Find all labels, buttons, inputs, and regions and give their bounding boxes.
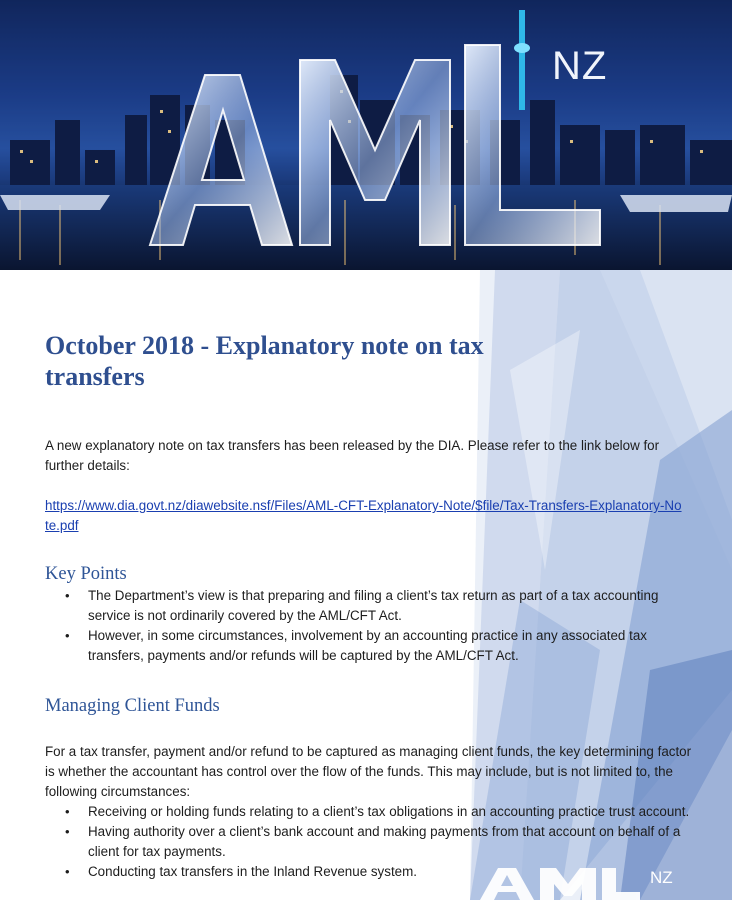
page-title: October 2018 - Explanatory note on tax transfers: [45, 331, 484, 391]
list-item: [45, 822, 695, 862]
list-item: [45, 586, 685, 626]
key-points-heading: Key Points: [45, 564, 127, 584]
managing-client-funds-paragraph: For a tax transfer, payment and/or refund to be captured as managing client funds, the key determining factor is whether the accountant has control over the flow of the funds. This may include, but is not limited to, the following circumstances:: [45, 744, 692, 799]
list-item-text: The Department’s view is that preparing and filing a client’s tax return as part of a tax accounting service is not ordinarily covered by the AML/CFT Act.: [88, 588, 659, 623]
list-item-text: Having authority over a client’s bank account and making payments from that account on behalf of a client for tax payments.: [88, 824, 681, 859]
managing-client-funds-heading: Managing Client Funds: [45, 696, 220, 716]
intro-paragraph: A new explanatory note on tax transfers has been released by the DIA. Please refer to the link below for further details:: [45, 438, 660, 473]
list-item: [45, 802, 695, 822]
footer-aml-logo: [470, 862, 732, 900]
bullet-icon: •: [65, 864, 70, 879]
list-item-text: However, in some circumstances, involvement by an accounting practice in any associated tax transfers, payments and/or refunds will be captured by the AML/CFT Act.: [88, 628, 647, 663]
list-item-text: Conducting tax transfers in the Inland Revenue system.: [88, 864, 417, 879]
bullet-icon: •: [65, 628, 70, 643]
header-banner: [0, 0, 732, 270]
footer-logo-suffix: NZ: [650, 868, 673, 887]
list-item-text: Receiving or holding funds relating to a client’s tax obligations in an accounting practice trust account.: [88, 804, 690, 819]
bullet-icon: •: [65, 824, 70, 839]
bullet-icon: •: [65, 588, 70, 603]
list-item: [45, 626, 685, 666]
key-points-list: [45, 586, 685, 666]
banner-logo-suffix: NZ: [552, 44, 608, 88]
explanatory-note-link[interactable]: https://www.dia.govt.nz/diawebsite.nsf/Files/AML-CFT-Explanatory-Note/$file/Tax-Transfers-Explanatory-Note.pdf: [45, 498, 682, 533]
article: [45, 330, 695, 882]
city-skyline-image: [0, 0, 732, 270]
bullet-icon: •: [65, 804, 70, 819]
